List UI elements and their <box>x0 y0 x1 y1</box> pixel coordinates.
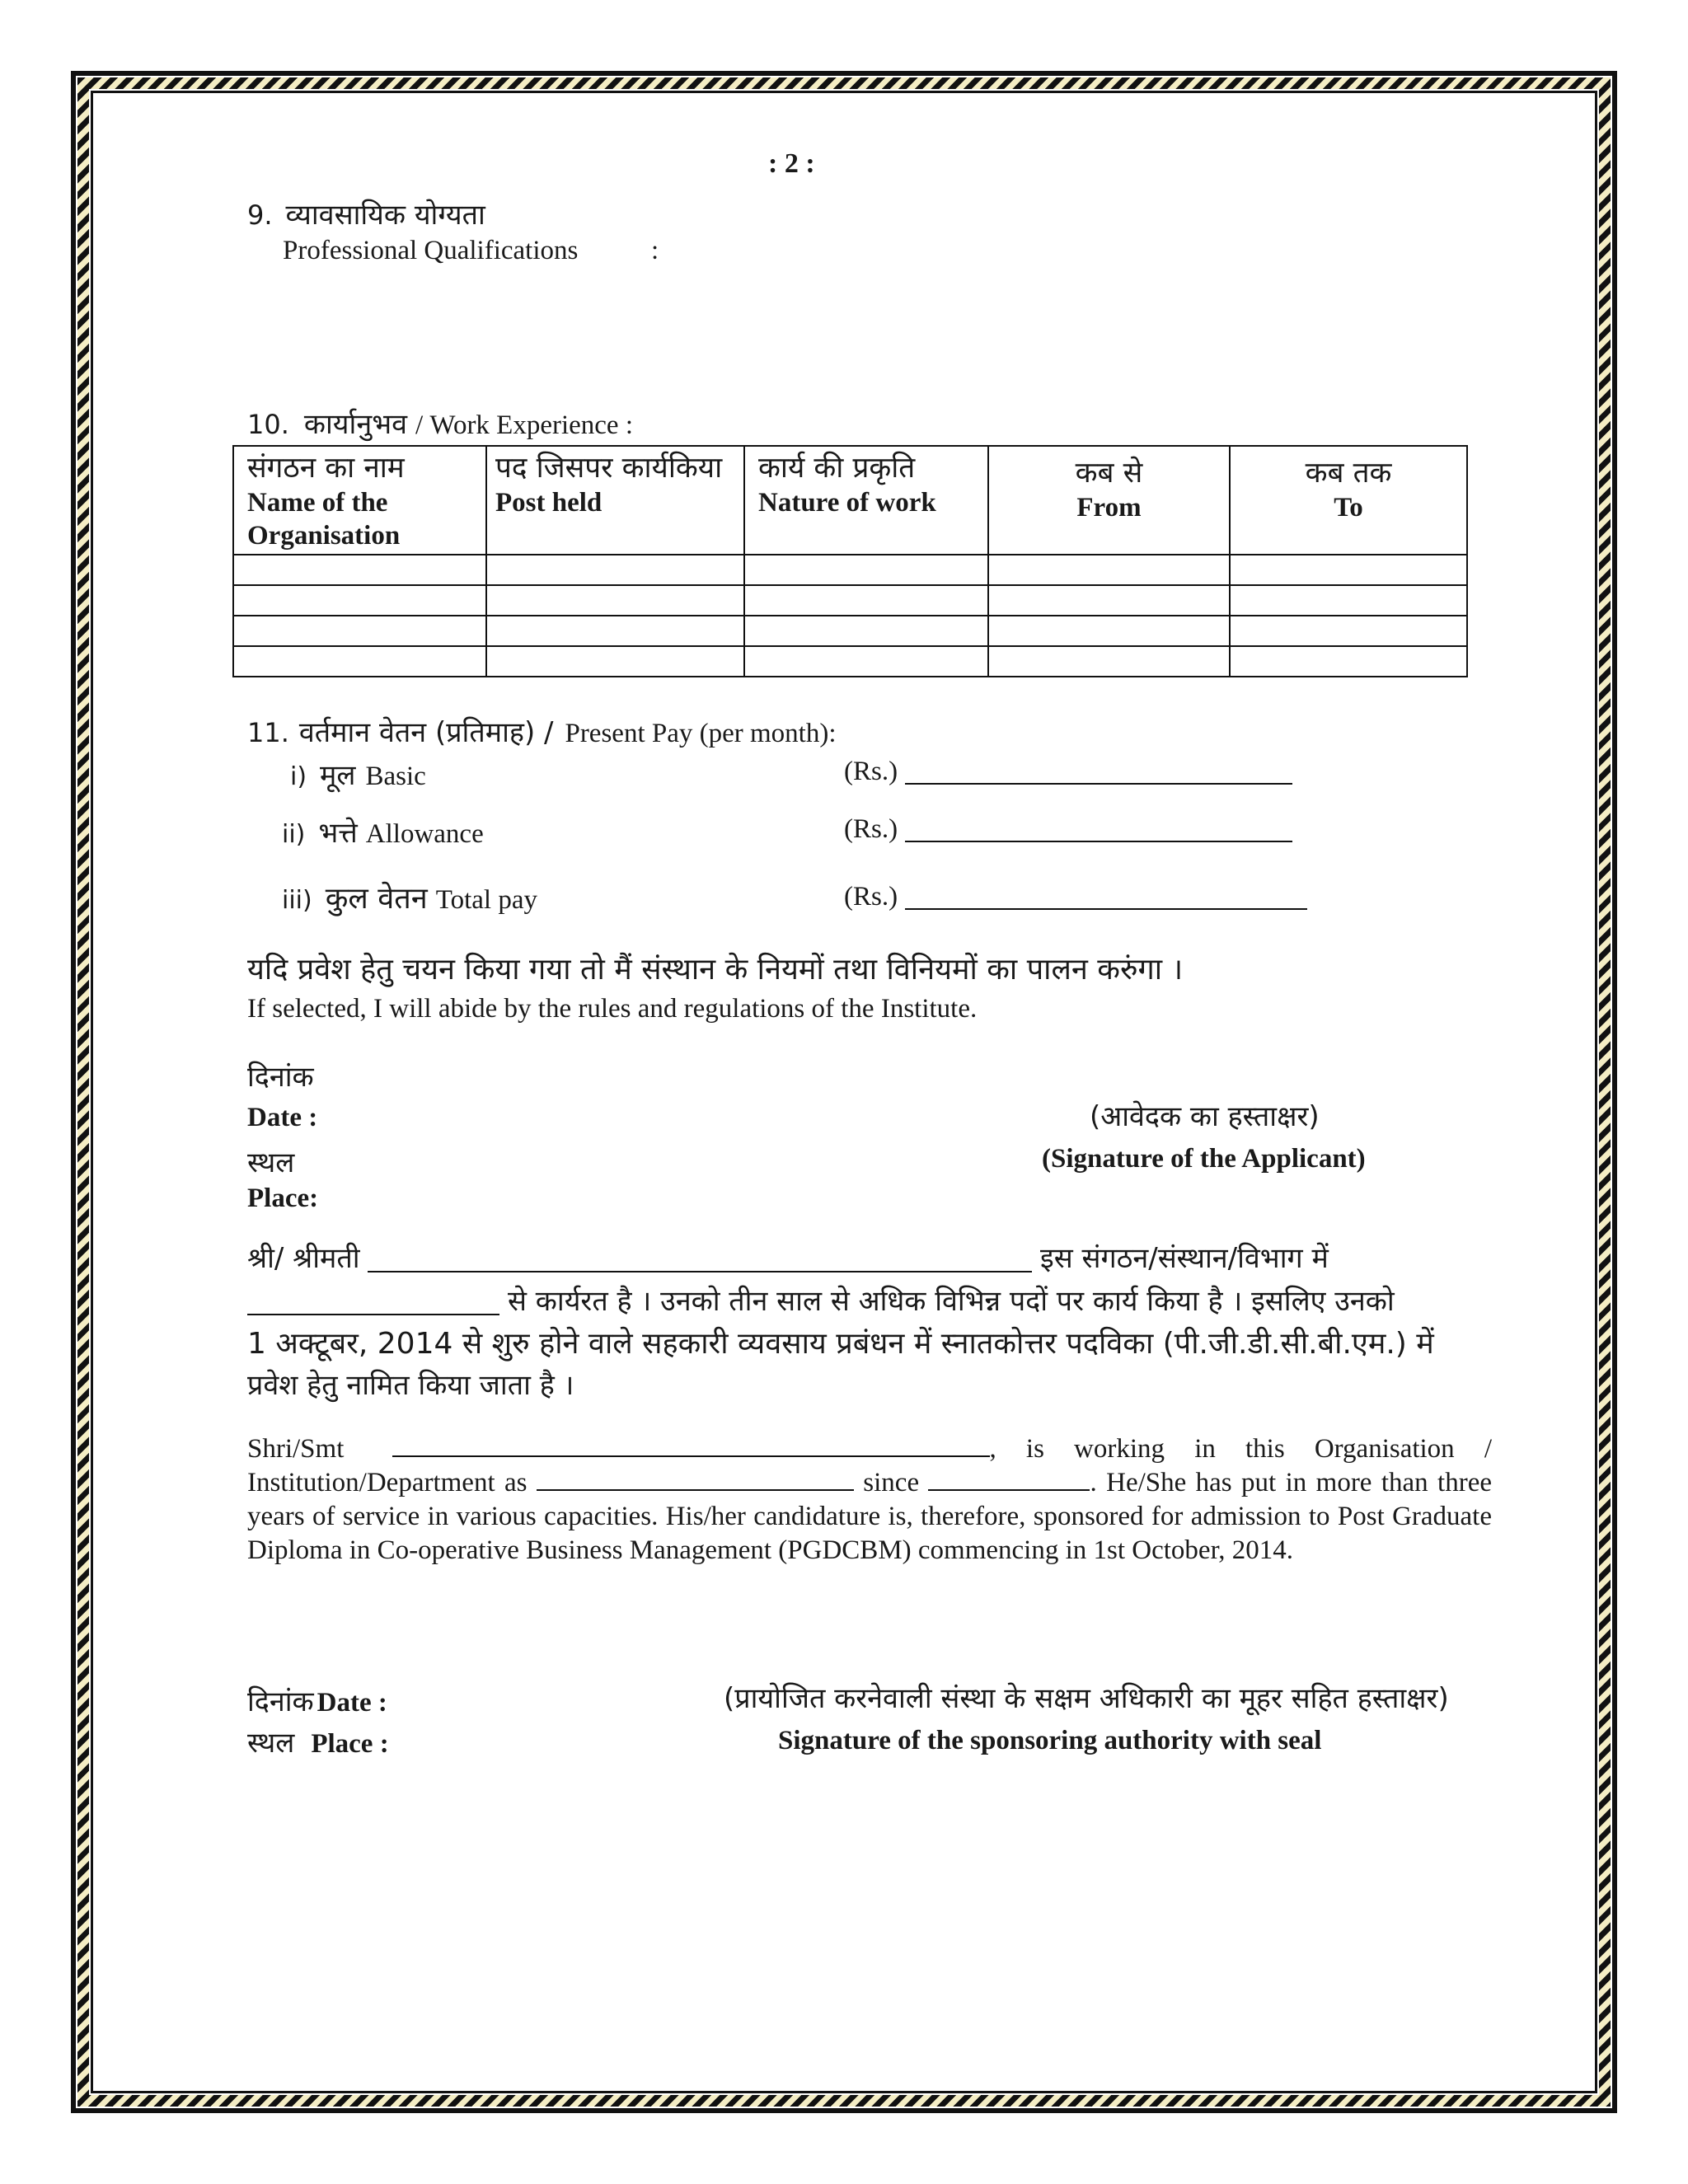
q10-hindi: कार्यानुभव <box>303 408 408 441</box>
column-header-english: To <box>1334 493 1363 523</box>
q11-hindi: वर्तमान वेतन (प्रतिमाह) / <box>298 716 554 749</box>
table-cell[interactable] <box>486 555 744 585</box>
column-header-from <box>988 446 1230 555</box>
column-header-hindi: कब तक <box>1305 457 1392 490</box>
sponsor-english-body: . He/She has put in more than three years of service in various capacities. His/her candidature is, therefore, sponsored for admission to Post Graduate Diploma in Co-operative Business Management (PGDCBM) commencing in 1st October, 2014. <box>247 1468 1493 1565</box>
table-cell[interactable] <box>1230 585 1467 616</box>
pay-item-number: ii) <box>282 820 306 849</box>
table-cell[interactable] <box>744 646 988 677</box>
sponsor-english-paragraph <box>247 1432 1492 1568</box>
table-cell[interactable] <box>744 555 988 585</box>
column-header-nature <box>744 446 988 555</box>
table-header-row <box>233 446 1467 555</box>
pay-item-hindi: भत्ते <box>318 817 358 850</box>
applicant-place-english: Place: <box>247 1183 319 1213</box>
applicant-signature-hindi: (आवेदक का हस्ताक्षर) <box>1090 1100 1320 1133</box>
sponsor-hindi-post-field[interactable] <box>247 1314 499 1315</box>
basic-pay-field[interactable] <box>905 783 1292 785</box>
table-cell[interactable] <box>1230 555 1467 585</box>
column-header-hindi: संगठन का नाम <box>247 452 405 485</box>
table-cell[interactable] <box>1230 646 1467 677</box>
total-pay-field[interactable] <box>905 908 1307 910</box>
q9-colon: : <box>651 236 659 265</box>
pay-currency: (Rs.) <box>844 757 898 786</box>
sponsor-date <box>247 1681 387 1719</box>
work-experience-table <box>232 445 1468 677</box>
applicant-date-english: Date : <box>247 1103 318 1132</box>
pay-currency: (Rs.) <box>844 814 898 844</box>
applicant-place-hindi: स्थल <box>247 1146 295 1179</box>
q11-heading <box>247 712 837 750</box>
column-header-to <box>1230 446 1467 555</box>
pay-basic-label <box>290 755 426 793</box>
sponsor-hindi-name-field[interactable] <box>368 1271 1032 1272</box>
q9-heading <box>247 194 485 232</box>
q9-english: Professional Qualifications <box>283 236 579 265</box>
table-cell[interactable] <box>744 585 988 616</box>
pay-item-english: Total pay <box>435 885 537 915</box>
page-border-inner <box>91 91 1597 2093</box>
table-row <box>233 555 1467 585</box>
pay-item-number: iii) <box>282 886 312 915</box>
sponsor-english-since-field[interactable] <box>928 1469 1090 1491</box>
sponsor-date-english: Date : <box>316 1688 387 1718</box>
sponsor-english-since: since <box>863 1468 920 1497</box>
sponsor-signature-english: Signature of the sponsoring authority with seal <box>778 1726 1322 1755</box>
sponsor-place-english: Place : <box>311 1729 389 1759</box>
sponsor-english-designation-field[interactable] <box>537 1469 854 1491</box>
table-cell[interactable] <box>233 646 486 677</box>
sponsor-hindi-line3: 1 अक्टूबर, 2014 से शुरु होने वाले सहकारी व्यवसाय प्रबंधन में स्नातकोत्तर पदविका (पी.जी.डी.सी.बी.एम.) में <box>247 1327 1434 1361</box>
table-cell[interactable] <box>1230 616 1467 646</box>
pay-currency: (Rs.) <box>844 882 898 912</box>
column-header-english: From <box>1076 493 1142 523</box>
table-cell[interactable] <box>988 646 1230 677</box>
sponsor-place-hindi: स्थल <box>247 1727 295 1760</box>
table-row <box>233 616 1467 646</box>
table-row <box>233 585 1467 616</box>
declaration-hindi: यदि प्रवेश हेतु चयन किया गया तो मैं संस्थान के नियमों तथा विनियमों का पालन करुंगा । <box>247 953 1184 987</box>
sponsor-place <box>247 1722 389 1760</box>
sponsor-date-hindi: दिनांक <box>247 1685 314 1718</box>
q9-hindi: व्यावसायिक योग्यता <box>285 199 485 232</box>
table-cell[interactable] <box>988 585 1230 616</box>
sponsor-hindi-line1-suffix: इस संगठन/संस्थान/विभाग में <box>1040 1242 1329 1275</box>
allowance-field[interactable] <box>905 841 1292 842</box>
q11-number: 11. <box>247 717 289 748</box>
pay-item-english: Basic <box>365 762 426 791</box>
q11-english: Present Pay (per month): <box>565 719 837 748</box>
table-cell[interactable] <box>233 616 486 646</box>
q10-heading <box>247 404 633 442</box>
table-cell[interactable] <box>988 555 1230 585</box>
table-cell[interactable] <box>233 555 486 585</box>
table-cell[interactable] <box>486 616 744 646</box>
applicant-signature-english: (Signature of the Applicant) <box>1042 1144 1366 1174</box>
sponsor-english-shri: Shri/Smt <box>247 1434 345 1464</box>
declaration-english: If selected, I will abide by the rules and regulations of the Institute. <box>247 994 978 1024</box>
table-cell[interactable] <box>486 646 744 677</box>
column-header-english: Name of the Organisation <box>247 488 401 551</box>
table-cell[interactable] <box>233 585 486 616</box>
column-header-hindi: कार्य की प्रकृति <box>758 452 916 485</box>
q9-number: 9. <box>247 199 273 231</box>
pay-item-hindi: कुल वेतन <box>325 882 428 916</box>
column-header-hindi: पद जिसपर कार्यकिया <box>495 452 723 485</box>
table-row <box>233 646 1467 677</box>
column-header-english: Nature of work <box>758 488 936 518</box>
pay-item-english: Allowance <box>365 819 484 849</box>
sponsor-hindi-line2: से कार्यरत है । उनको तीन साल से अधिक विभिन्न पदों पर कार्य किया है । इसलिए उनको <box>508 1285 1395 1318</box>
sponsor-signature-hindi: (प्रायोजित करनेवाली संस्था के सक्षम अधिकारी का मूहर सहित हस्ताक्षर) <box>724 1682 1449 1715</box>
page-number: : 2 : <box>768 148 815 179</box>
sponsor-english-working: , is working in this Organisation / Institution/Department as <box>247 1434 1492 1497</box>
table-cell[interactable] <box>486 585 744 616</box>
applicant-date-hindi: दिनांक <box>247 1061 314 1094</box>
sponsor-hindi-line4: प्रवेश हेतु नामित किया जाता है । <box>247 1369 574 1402</box>
column-header-organisation <box>233 446 486 555</box>
q10-english: / Work Experience : <box>415 410 633 440</box>
pay-item-number: i) <box>290 762 307 791</box>
column-header-hindi: कब से <box>1075 457 1143 490</box>
table-cell[interactable] <box>744 616 988 646</box>
q10-number: 10. <box>247 409 289 440</box>
column-header-english: Post held <box>495 488 603 518</box>
pay-total-label <box>282 877 537 917</box>
sponsor-hindi-prefix: श्री/ श्रीमती <box>247 1242 360 1275</box>
column-header-post <box>486 446 744 555</box>
pay-allowance-label <box>282 813 484 851</box>
sponsor-english-name-field[interactable] <box>392 1436 990 1457</box>
pay-item-hindi: मूल <box>320 759 356 792</box>
table-cell[interactable] <box>988 616 1230 646</box>
